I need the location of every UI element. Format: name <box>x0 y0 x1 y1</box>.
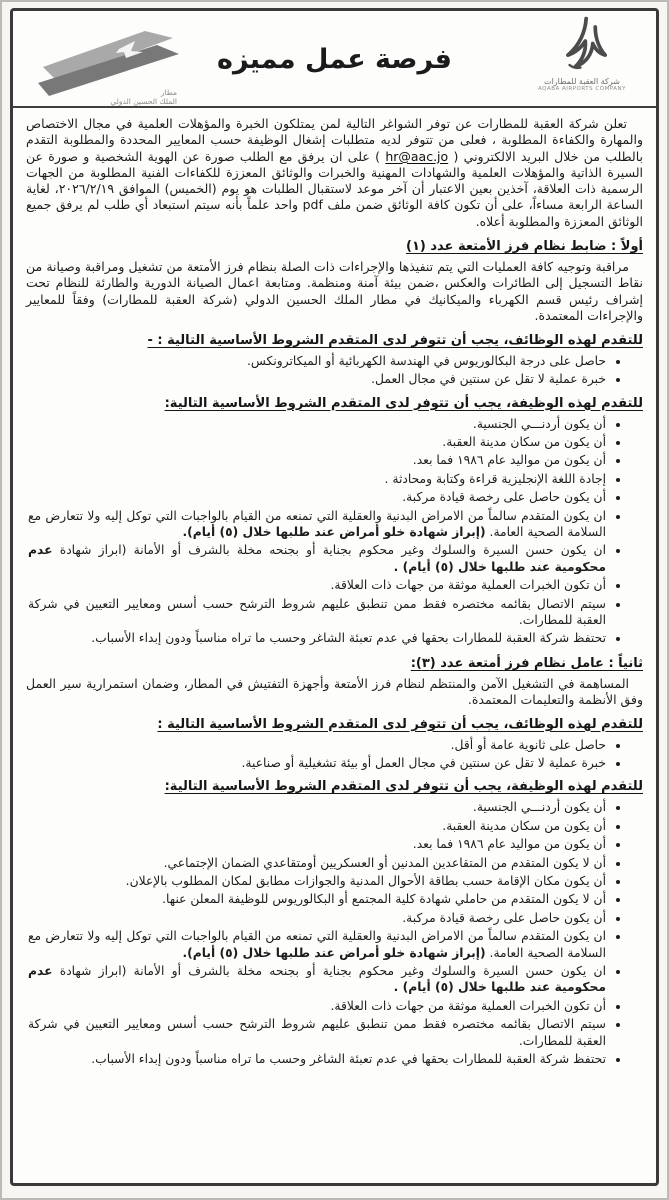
bullet-text: إجادة اللغة الإنجليزية قراءة وكتابة ومحادثة . <box>384 471 606 486</box>
bullet-item <box>26 799 606 815</box>
bullet-bold-text: (إبراز شهادة خلو أمراض عند طلبها خلال (٥) أيام). <box>182 524 486 539</box>
bullet-text: سيتم الاتصال بقائمه مختصره فقط ممن تنطبق عليهم شروط الترشح حسب أسس ومعايير التعيين في شركة العقبة للمطارات. <box>28 1017 606 1048</box>
section-1-qualifications-heading: للتقدم لهذه الوظائف، يجب أن تتوفر لدى المتقدم الشروط الأساسية التالية : - <box>147 332 643 348</box>
bullet-item <box>26 1051 606 1067</box>
bullet-item <box>26 452 606 468</box>
bullet-text: حاصل على درجة البكالوريوس في الهندسة الكهربائية أو الميكاترونكس. <box>246 353 606 368</box>
bullet-item <box>26 489 606 505</box>
ad-header <box>13 11 656 108</box>
bullet-text: ان يكون حسن السيرة والسلوك وغير محكوم بجناية أو بجنحه مخلة بالشرف أو الأمانة (ابراز شهادة <box>52 543 606 558</box>
section-1-job-title: أولاً : ضابط نظام فرز الأمتعة عدد (١) <box>406 239 643 255</box>
bullet-item <box>26 596 606 629</box>
bullet-item <box>26 737 606 753</box>
aqaba-airports-logo <box>518 15 646 93</box>
bullet-item <box>26 508 606 541</box>
bullet-item <box>26 577 606 593</box>
intro-paragraph <box>26 116 643 230</box>
bullet-text: أن لا يكون المتقدم من حاملي شهادة كلية المجتمع أو البكالوريوس للوظيفة المعلن عنها. <box>162 892 606 907</box>
bullet-bold-text: عدم محكومية عند طلبها خلال (٥) أيام) . <box>28 543 606 574</box>
bullet-item <box>26 928 606 961</box>
intro-text-after: ) على ان يرفق مع الطلب صورة عن الهوية الشخصية و صورة عن السيرة الذاتية والمؤهلات العلمية والشهادات المهنية والخبرات والوثائق المعززة للكفاءات الفنية المطلوبة من الجهات الرسمية ذات العلاقة، آخذين بعين الاعتبار أن آخر موعد لاستقبال الطلبات هو يوم (الخميس) الموافق ٢٠٢٦/٢/١٩، لغاية الساعة الرابعة مساءاً، على أن تكون كافة الوثائق ضمن ملف pdf واحد علماً بأنه سيتم استبعاد أي طلب لم يرفق جميع الوثائق المعززة والمطلوبة أعلاه. <box>26 148 643 229</box>
aqaba-logo-arabic-text: شركة العقبة للمطارات <box>544 77 620 86</box>
bullet-text: أن يكون حاصل على رخصة قيادة مركبة. <box>402 490 606 505</box>
bullet-text: ان يكون حسن السيرة والسلوك وغير محكوم بجناية أو بجنحه مخلة بالشرف أو الأمانة (ابراز شهادة <box>52 964 606 979</box>
bullet-text: ان يكون المتقدم سالماً من الامراض البدنية والعقلية التي تمنعه من القيام بالواجبات التي توكل إليه ولا تتعارض مع السلامة الصحية العامة. <box>28 508 606 539</box>
bullet-text: خبرة عملية لا تقل عن سنتين في مجال العمل أو بيئة تشغيلية أو صناعية. <box>241 756 606 771</box>
bullet-text: أن يكون من سكان مدينة العقبة. <box>442 434 606 449</box>
bullet-text: تحتفظ شركة العقبة للمطارات بحقها في عدم تعبئة الشاغر وحسب ما تراه مناسباً ودون إبداء الأسباب. <box>91 631 606 646</box>
bullet-text: أن يكون من مواليد عام ١٩٨٦ فما بعد. <box>412 837 606 852</box>
section-2-qualifications-list <box>26 737 643 772</box>
bullet-text: ان يكون المتقدم سالماً من الامراض البدنية والعقلية التي تمنعه من القيام بالواجبات التي توكل إليه ولا تتعارض مع السلامة الصحية العامة. <box>28 929 606 960</box>
bullet-item <box>26 873 606 889</box>
ad-title: فرصة عمل مميزه <box>217 44 452 75</box>
bullet-item <box>26 371 606 387</box>
bullet-text: سيتم الاتصال بقائمه مختصره فقط ممن تنطبق عليهم شروط الترشح حسب أسس ومعايير التعيين في شركة العقبة للمطارات. <box>28 596 606 627</box>
section-2-job-title: ثانياً : عامل نظام فرز أمتعة عدد (٣): <box>410 655 643 671</box>
bullet-item <box>26 471 606 487</box>
bullet-text: أن يكون من سكان مدينة العقبة. <box>442 818 606 833</box>
bullet-text: أن يكون من مواليد عام ١٩٨٦ فما بعد. <box>412 453 606 468</box>
bullet-item <box>26 434 606 450</box>
khia-caption-line1: مطار <box>160 88 177 97</box>
bullet-text: أن يكون مكان الإقامة حسب بطاقة الأحوال المدنية والجوازات مطابق لمكان المطلوب بالإعلان. <box>125 874 606 889</box>
bullet-text: حاصل على ثانوية عامة أو أقل. <box>450 737 606 752</box>
section-2-job-description: المساهمة في التشغيل الآمن والمنتظم لنظام فرز الأمتعة وأجهزة التفتيش في المطار، وضمان استمرارية سير العمل وفق الأنظمة والتعليمات المعتمدة. <box>26 675 643 708</box>
section-1-conditions-list <box>26 416 643 647</box>
bullet-text: أن يكون أردنـــي الجنسية. <box>472 416 606 431</box>
bullet-item <box>26 1016 606 1049</box>
khia-caption-line2: الملك الحسين الدولي <box>110 96 177 106</box>
bullet-text: أن يكون حاصل على رخصة قيادة مركبة. <box>402 910 606 925</box>
bullet-item <box>26 416 606 432</box>
bullet-item <box>26 963 606 996</box>
aqaba-calligraphy-icon <box>553 15 611 77</box>
bullet-bold-text: (إبراز شهادة خلو أمراض عند طلبها خلال (٥) أيام). <box>182 945 486 960</box>
section-1-qualifications-list <box>26 353 643 388</box>
aqaba-logo-english-text: AQABA AIRPORTS COMPANY <box>537 86 627 92</box>
bullet-text: أن تكون الخبرات العملية موثقة من جهات ذات العلاقة. <box>330 578 606 593</box>
intro-text-before: تعلن شركة العقبة للمطارات عن توفر الشواغر التالية لمن يمتلكون الخبرة والمؤهلات العلمية في مجال الاختصاص والمهارة والكفاءة المطلوبة ، فعلى من تتوفر لديه متطلبات إشغال الوظيفة حسب المعايير المحددة والمطلوبة التقدم بالطلب من خلال البريد الالكتروني ( <box>26 116 643 164</box>
bullet-item <box>26 910 606 926</box>
section-2-conditions-heading: للتقدم لهذه الوظيفة، يجب أن تتوفر لدى المتقدم الشروط الأساسية التالية: <box>164 779 643 795</box>
bullet-item <box>26 855 606 871</box>
bullet-item <box>26 353 606 369</box>
bullet-item <box>26 998 606 1014</box>
bullet-item <box>26 836 606 852</box>
bullet-text: تحتفظ شركة العقبة للمطارات بحقها في عدم تعبئة الشاغر وحسب ما تراه مناسباً ودون إبداء الأسباب. <box>91 1052 606 1067</box>
bullet-text: أن يكون أردنـــي الجنسية. <box>472 800 606 815</box>
section-2-conditions-list <box>26 799 643 1067</box>
section-2-qualifications-heading: للتقدم لهذه الوظائف، يجب أن تتوفر لدى المتقدم الشروط الأساسية التالية : <box>157 716 643 732</box>
bullet-item <box>26 630 606 646</box>
bullet-item <box>26 818 606 834</box>
bullet-text: أن لا يكون المتقدم من المتقاعدين المدنين أو العسكريين أومتقاعدي الضمان الإجتماعي. <box>163 855 606 870</box>
bullet-item <box>26 891 606 907</box>
bullet-text: أن تكون الخبرات العملية موثقة من جهات ذات العلاقة. <box>330 998 606 1013</box>
ad-sections <box>26 239 643 1067</box>
bullet-item <box>26 755 606 771</box>
email-link[interactable]: hr@aac.jo <box>385 148 449 164</box>
bullet-item <box>26 542 606 575</box>
bullet-text: خبرة عملية لا تقل عن سنتين في مجال العمل. <box>371 372 606 387</box>
section-1-conditions-heading: للتقدم لهذه الوظيفة، يجب أن تتوفر لدى المتقدم الشروط الأساسية التالية: <box>164 395 643 411</box>
bullet-bold-text: عدم محكومية عند طلبها خلال (٥) أيام) . <box>28 964 606 995</box>
section-1-job-description: مراقبة وتوجيه كافة العمليات التي يتم تنفيذها والإجراءات ذات الصلة بنظام فرز الأمتعة من تشغيل ومراقبة وصيانة من نقاط التسجيل إلى الطائرات والعكس ،ضمن بيئة آمنة ومنظمة. ومتابعة اعمال الصيانة الدورية والطارئة للنظام تحت إشراف رئيس قسم الكهرباء والميكانيك في مطار الملك الحسين الدولي (شركة العقبة للمطارات) وفقاً للمعايير والإجراءات المعتمدة. <box>26 259 643 324</box>
ad-body <box>13 108 656 1183</box>
ad-frame <box>10 8 659 1186</box>
